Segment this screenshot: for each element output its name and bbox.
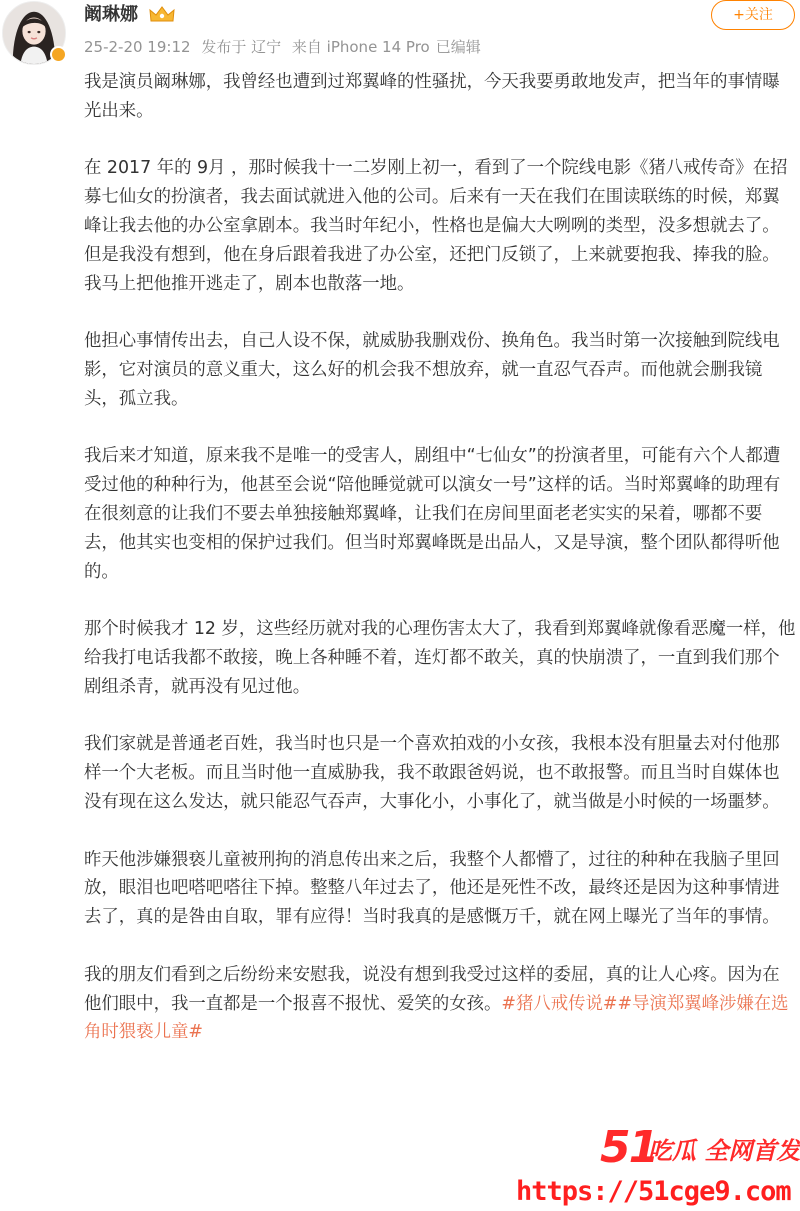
post-header xyxy=(0,0,800,66)
post-location: 发布于 辽宁 xyxy=(201,38,282,56)
author-name[interactable]: 阚琳娜 xyxy=(84,4,138,25)
post-paragraph-4: 我后来才知道，原来我不是唯一的受害人，剧组中“七仙女”的扮演者里，可能有六个人都遭受过他的种种行为，他甚至会说“陪他睡觉就可以演女一号”这样的话。当时郑翼峰的助理有在很刻意的让我们不要去单独接触郑翼峰，让我们在房间里面老老实实的呆着，哪都不要去，他其实也变相的保护过我们。但当时郑翼峰既是出品人，又是导演，整个团队都得听他的。 xyxy=(84,446,781,582)
verified-badge-icon xyxy=(50,46,67,63)
watermark-slogan: 吃瓜 全网首发 xyxy=(648,1137,800,1165)
post-paragraph-7: 昨天他涉嫌猥亵儿童被刑拘的消息传出来之后，我整个人都懵了，过往的种种在我脑子里回放，眼泪也吧嗒吧嗒往下掉。整整八年过去了，他还是死性不改，最终还是因为这种事情进去了，真的是咎由自取，罪有应得！当时我真的是感慨万千，就在网上曝光了当年的事情。 xyxy=(84,849,780,928)
post-body xyxy=(84,68,796,1047)
post-device: 来自 iPhone 14 Pro xyxy=(291,38,430,56)
post-paragraph-5: 那个时候我才 12 岁，这些经历就对我的心理伤害太大了，我看到郑翼峰就像看恶魔一样，他给我打电话我都不敢接，晚上各种睡不着，连灯都不敢关，真的快崩溃了，一直到我们那个剧组杀青，就再没有见过他。 xyxy=(84,619,796,697)
hashtag-link[interactable]: #猪八戒传说##导演郑翼峰涉嫌在选角时猥亵儿童# xyxy=(84,993,789,1043)
post-meta xyxy=(84,37,487,57)
post-paragraph-8 xyxy=(84,961,796,1047)
watermark-logo: 51 xyxy=(600,1122,658,1173)
post-paragraph-1: 我是演员阚琳娜，我曾经也遭到过郑翼峰的性骚扰，今天我要勇敢地发声，把当年的事情曝光出来。 xyxy=(84,72,780,121)
watermark-url: https://51cge9.com xyxy=(516,1176,791,1207)
post-edited[interactable]: 已编辑 xyxy=(435,38,481,56)
post-paragraph-3: 他担心事情传出去，自己人设不保，就威胁我删戏份、换角色。我当时第一次接触到院线电影，它对演员的意义重大，这么好的机会我不想放弃，就一直忍气吞声。而他就会删我镜头，孤立我。 xyxy=(84,331,780,409)
vip-crown-icon xyxy=(148,5,176,24)
post-paragraph-8-text: 我的朋友们看到之后纷纷来安慰我，说没有想到我受过这样的委屈，真的让人心疼。因为在他们眼中，我一直都是一个报喜不报忧、爱笑的女孩。 xyxy=(84,964,780,1014)
follow-button[interactable]: +关注 xyxy=(711,0,795,30)
watermark xyxy=(510,1120,800,1211)
post-datetime[interactable]: 25-2-20 19:12 xyxy=(84,38,191,56)
post-paragraph-6: 我们家就是普通老百姓，我当时也只是一个喜欢拍戏的小女孩，我根本没有胆量去对付他那样一个大老板。而且当时他一直威胁我，我不敢跟爸妈说，也不敢报警。而且当时自媒体也没有现在这么发达，就只能忍气吞声，大事化小，小事化了，就当做是小时候的一场噩梦。 xyxy=(84,734,780,812)
post-paragraph-2: 在 2017 年的 9月 ，那时候我十一二岁刚上初一，看到了一个院线电影《猪八戒传奇》在招募七仙女的扮演者，我去面试就进入他的公司。后来有一天在我们在围读联练的时候，郑翼峰让我去他的办公室拿剧本。我当时年纪小，性格也是偏大大咧咧的类型，没多想就去了。但是我没有想到，他在身后跟着我进了办公室，还把门反锁了，上来就要抱我、捧我的脸。我马上把他推开逃走了，剧本也散落一地。 xyxy=(84,158,788,294)
